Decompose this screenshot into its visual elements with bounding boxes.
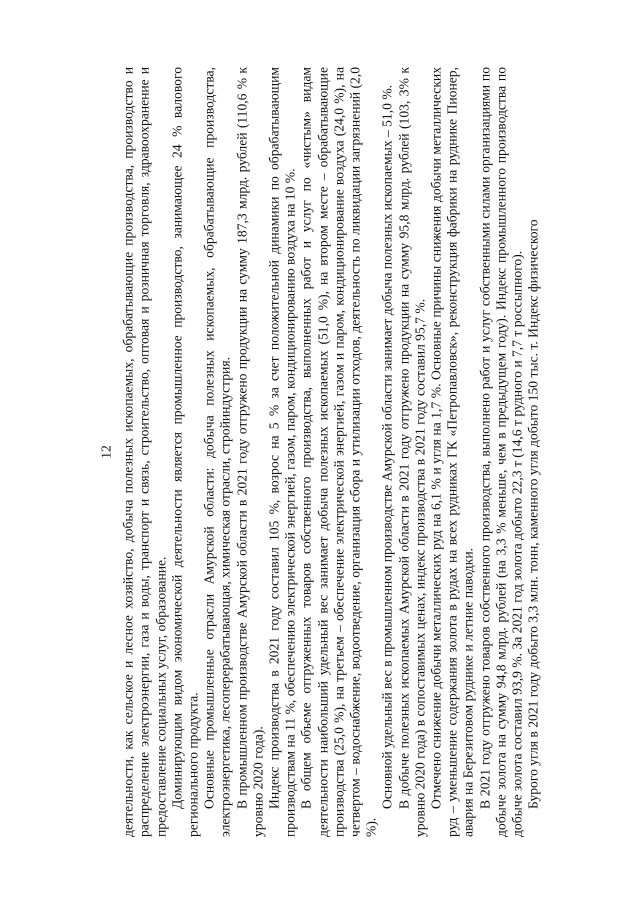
paragraph-2: Доминирующим видом экономической деятельности является промышленное производство, занимающее 24 % валового регионального продукта. bbox=[169, 67, 201, 837]
paragraph-6: В общем объеме отгруженных товаров собственного производства, выполненных работ и услуг по «чистым» видам деятельности наибольший удельный вес занимает добыча полезных ископаемых (51,0 %), на втором месте – обрабатывающие производства (25,0 %), на третьем – обеспечение электрической энергией, газом и паром, кондиционирование воздуха (24,0 %), на четвертом – водоснабжение, водоотведение, организация сбора и утилизации отходов, деятельность по ликвидации загрязнений (2,0 %). bbox=[298, 67, 379, 837]
paragraph-8: В добыче полезных ископаемых Амурской области в 2021 году отгружено продукции на сумму 95,8 млрд. рублей (103, 3% к уровню 2020 года) в сопоставимых ценах, индекс производства в 2021 году составил 95,7 %. bbox=[395, 67, 428, 837]
page-number: 12 bbox=[98, 445, 114, 459]
paragraph-9: Отмечено снижение добычи металлических руд на 6,1 % и угля на 1,7 %. Основные причины снижения добычи металлических руд – уменьшение содержания золота в рудах на всех рудниках ГК «Петропавловск», реконструкция фабрики на руднике Пионер, авария на Березитовом руднике и летние паводки. bbox=[428, 67, 476, 837]
paragraph-5: Индекс производства в 2021 году составил 105 %, возрос на 5 % за счет положительной динамики по обрабатывающим производствам на 11 %, обеспечению электрической энергией, газом, паром, кондиционированию воздуха на 10 %. bbox=[266, 67, 298, 837]
paragraph-7: Основной удельный вес в промышленном производстве Амурской области занимает добыча полезных ископаемых – 51,0 %. bbox=[379, 84, 395, 809]
rotated-text-block bbox=[98, 67, 541, 837]
paragraph-1: деятельности, как сельское и лесное хозяйство, добыча полезных ископаемых, обрабатывающие производства, производство и распределение электроэнергии, газа и воды, транспорт и связь, строительство, оптовая и розничная торговля, здравоохранение и предоставление социальных услуг, образование. bbox=[120, 67, 168, 837]
paragraph-3: Основные промышленные отрасли Амурской области: добыча полезных ископаемых, обрабатывающие производства, электроэнергетика, лесоперерабатывающая, химическая отрасли, стройиндустрия. bbox=[201, 67, 233, 837]
paragraph-4: В промышленном производстве Амурской области в 2021 году отгружено продукции на сумму 187,3 млрд. рублей (110,6 % к уровню 2020 года). bbox=[233, 67, 266, 837]
paragraph-11: Бурого угля в 2021 году добыто 3,3 млн. тонн, каменного угля добыто 150 тыс. т. Индекс физического bbox=[525, 219, 541, 809]
paragraph-10: В 2021 году отгружено товаров собственного производства, выполнено работ и услуг собственными силами организациями по добыче золота на сумму 94,8 млрд. рублей (на 3,3 % меньше, чем в предыдущем году). Индекс промышленного производства по добыче золота составил 93,9 %. За 2021 год золота добыто 22,3 т (14,6 т рудного и 7,7 т россыпного). bbox=[476, 67, 525, 837]
